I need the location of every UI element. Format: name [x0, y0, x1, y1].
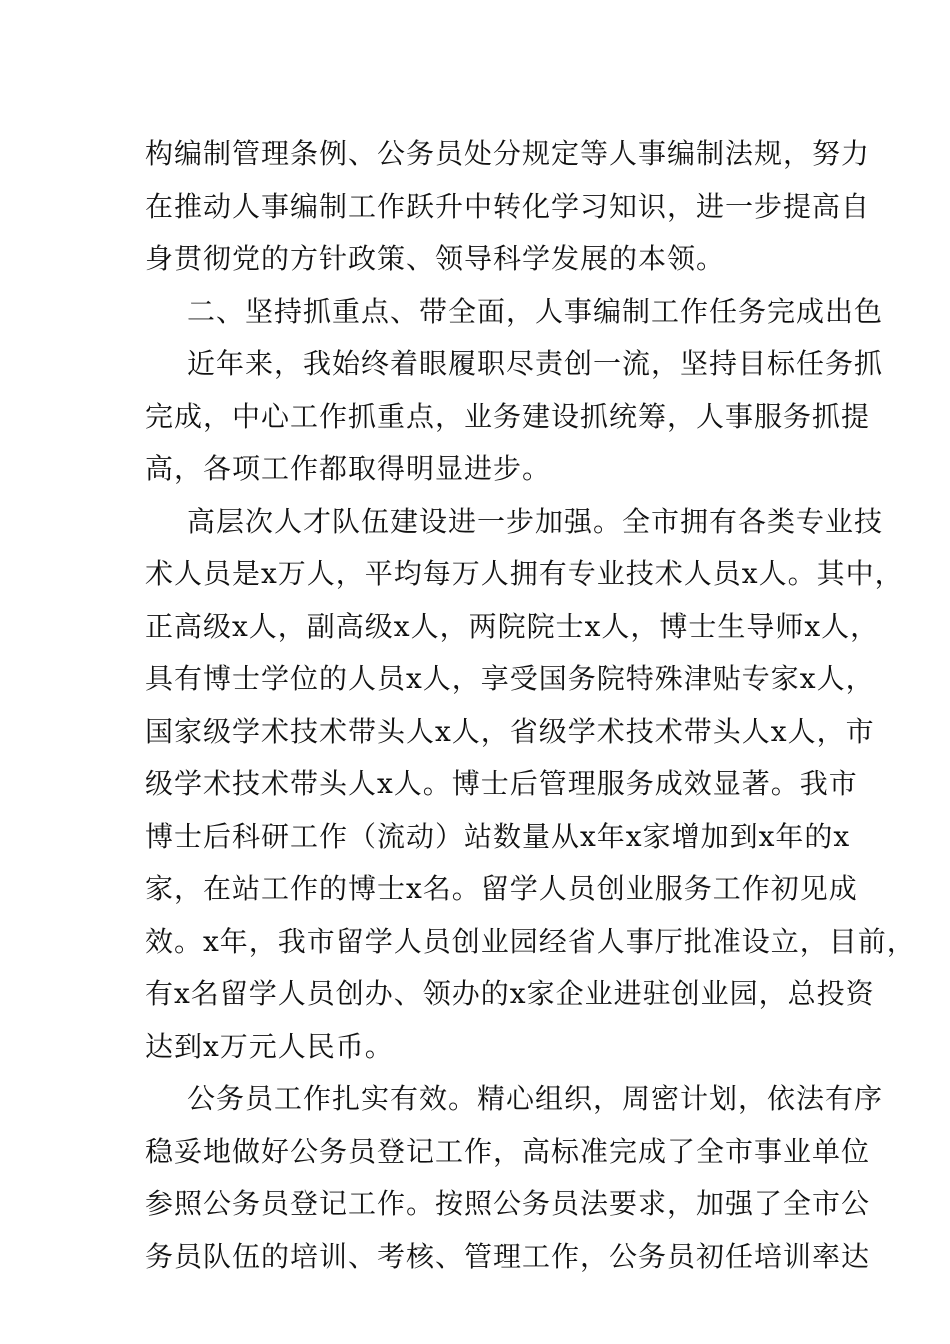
text-line: 博士后科研工作（流动）站数量从x年x家增加到x年的x	[145, 819, 851, 853]
text-line: 术人员是x万人，平均每万人拥有专业技术人员x人。其中，	[145, 557, 904, 590]
text-line: 身贯彻党的方针政策、领导科学发展的本领。	[145, 242, 726, 275]
text-line: 国家级学术技术带头人x人，省级学术技术带头人x人，市	[145, 714, 875, 748]
text-line: 级学术技术带头人x人。博士后管理服务成效显著。我市	[145, 767, 858, 800]
text-line: 参照公务员登记工作。按照公务员法要求，加强了全市公	[145, 1187, 871, 1220]
text-line: 务员队伍的培训、考核、管理工作，公务员初任培训率达	[145, 1239, 871, 1273]
text-line: 稳妥地做好公务员登记工作，高标准完成了全市事业单位	[145, 1134, 871, 1168]
text-line: 高，各项工作都取得明显进步。	[145, 452, 552, 485]
text-line: 效。x年，我市留学人员创业园经省人事厅批准设立，目前，	[145, 924, 916, 958]
section-heading: 二、坚持抓重点、带全面，人事编制工作任务完成出色	[187, 294, 884, 328]
text-line: 家，在站工作的博士x名。留学人员创业服务工作初见成	[145, 872, 858, 905]
text-line: 高层次人才队伍建设进一步加强。全市拥有各类专业技	[187, 504, 884, 538]
text-line: 公务员工作扎实有效。精心组织，周密计划，依法有序	[187, 1082, 884, 1115]
text-line: 完成，中心工作抓重点，业务建设抓统筹，人事服务抓提	[145, 399, 871, 433]
text-line: 有x名留学人员创办、领办的x家企业进驻创业园，总投资	[145, 977, 875, 1010]
text-line: 正高级x人，副高级x人，两院院士x人，博士生导师x人，	[145, 609, 880, 643]
text-line: 构编制管理条例、公务员处分规定等人事编制法规，努力	[145, 137, 871, 170]
text-line: 近年来，我始终着眼履职尽责创一流，坚持目标任务抓	[187, 347, 884, 380]
text-line: 达到x万元人民币。	[145, 1029, 394, 1063]
text-line: 具有博士学位的人员x人，享受国务院特殊津贴专家x人，	[145, 662, 875, 695]
document-body	[145, 128, 916, 1283]
text-line: 在推动人事编制工作跃升中转化学习知识，进一步提高自	[145, 189, 871, 223]
